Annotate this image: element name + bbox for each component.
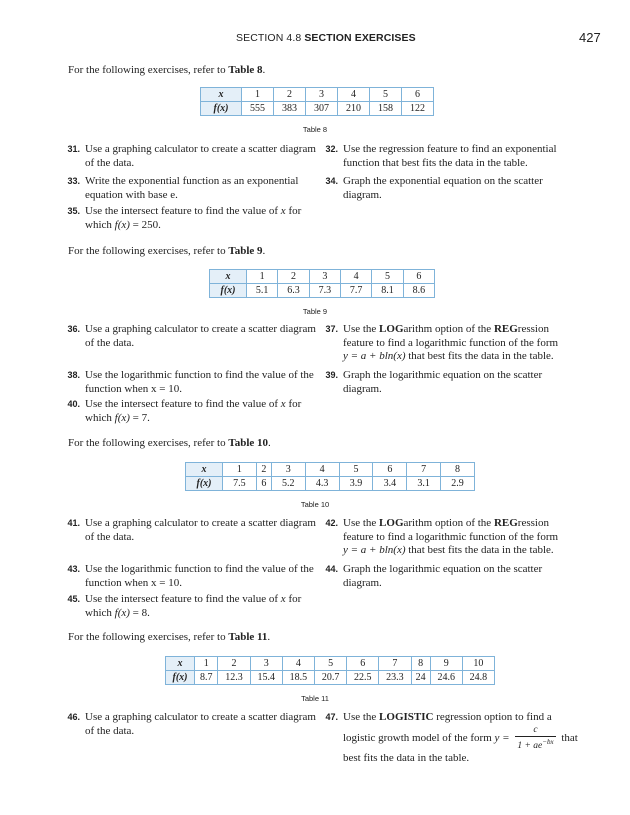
table-cell: 2: [278, 270, 309, 284]
exercise-number: 34.: [325, 176, 338, 186]
exercise-number: 33.: [67, 176, 80, 186]
table-header-cell: f(x): [186, 477, 223, 491]
table-cell: 7: [407, 463, 441, 477]
exercise-text: Use the intersect feature to find the value of x for which f(x) = 7.: [85, 398, 302, 424]
data-table-8: [200, 87, 434, 116]
intro-table-10: For the following exercises, refer to Table 10.: [68, 437, 271, 449]
table-header-cell: x: [166, 657, 195, 671]
table-cell: 8.1: [372, 284, 403, 298]
table-cell: 2: [218, 657, 250, 671]
table-header-cell: f(x): [166, 671, 195, 685]
table-cell: 9: [430, 657, 462, 671]
table-cell: 8.6: [403, 284, 434, 298]
exercise-text: Use the LOGarithm option of the REGression feature to find a logarithmic function of the form y = a + bln(x) that best fits the data in the table.: [343, 517, 559, 556]
table-cell: 3.4: [373, 477, 407, 491]
table-cell: 15.4: [250, 671, 282, 685]
exercise-number: 44.: [325, 564, 338, 574]
page-header: [0, 30, 630, 46]
table-row-x: [166, 657, 495, 671]
intro-table-9: For the following exercises, refer to Table 9.: [68, 245, 266, 257]
exercise-number: 35.: [67, 206, 80, 216]
table-cell: 4.3: [305, 477, 339, 491]
table-cell: 6: [347, 657, 379, 671]
table-cell: 6: [373, 463, 407, 477]
table-cell: 5: [370, 88, 402, 102]
table-row-x: [210, 270, 435, 284]
exercise-text: Use the regression feature to find an exponential function that best fits the data in the table.: [343, 143, 557, 169]
table-cell: 3: [250, 657, 282, 671]
table-cell: 5: [372, 270, 403, 284]
table-cell: 1: [223, 463, 257, 477]
exercise-text: Use the logarithmic function to find the value of the function when x = 10.: [85, 369, 314, 395]
exercise-text: Use the intersect feature to find the value of x for which f(x) = 250.: [85, 205, 302, 231]
page-number: 427: [579, 30, 601, 45]
table-caption: Table 9: [302, 307, 328, 316]
table-cell: 3: [271, 463, 305, 477]
exercise-number: 46.: [67, 712, 80, 722]
table-caption: Table 11: [301, 694, 329, 703]
exercise-text: Use the LOGarithm option of the REGression feature to find a logarithmic function of the form y = a + bln(x) that best fits the data in the table.: [343, 323, 559, 362]
table-cell: 4: [305, 463, 339, 477]
table-cell: 5: [314, 657, 346, 671]
table-cell: 6: [402, 88, 434, 102]
table-cell: 6.3: [278, 284, 309, 298]
table-cell: 5: [339, 463, 373, 477]
table-header-cell: x: [201, 88, 242, 102]
table-caption: Table 10: [300, 500, 330, 509]
exercise-number: 37.: [325, 324, 338, 334]
table-cell: 210: [338, 102, 370, 116]
table-row-fx: [166, 671, 495, 685]
table-cell: 1: [195, 657, 218, 671]
table-cell: 555: [242, 102, 274, 116]
logistic-fraction: $\frac{c}{1 + ae^{-bx}}$: [517, 724, 554, 751]
table-cell: 8: [411, 657, 430, 671]
table-cell: 122: [402, 102, 434, 116]
intro-table-8: For the following exercises, refer to Table 8.: [68, 64, 266, 76]
exercise-text: Use a graphing calculator to create a scatter diagram of the data.: [85, 711, 316, 737]
table-row-x: [201, 88, 434, 102]
exercise-number: 42.: [325, 518, 338, 528]
exercise-text: Graph the logarithmic equation on the scatter diagram.: [343, 563, 543, 589]
exercise-number: 32.: [325, 144, 338, 154]
table-cell: 23.3: [379, 671, 411, 685]
table-cell: 6: [256, 477, 271, 491]
exercise-text: Use a graphing calculator to create a scatter diagram of the data.: [85, 323, 316, 349]
table-cell: 6: [403, 270, 434, 284]
table-cell: 7.5: [223, 477, 257, 491]
exercise-text: Write the exponential function as an exponential equation with base e.: [85, 175, 299, 201]
exercise-number: 36.: [67, 324, 80, 334]
table-cell: 7.7: [340, 284, 371, 298]
table-cell: 4: [282, 657, 314, 671]
exercise-number: 45.: [67, 594, 80, 604]
table-cell: 3: [309, 270, 340, 284]
table-cell: 5.2: [271, 477, 305, 491]
table-cell: 5.1: [247, 284, 278, 298]
exercise-number: 40.: [67, 399, 80, 409]
table-row-x: [186, 463, 475, 477]
table-cell: 2: [274, 88, 306, 102]
table-row-fx: [186, 477, 475, 491]
exercise-text: Graph the logarithmic equation on the scatter diagram.: [343, 369, 543, 395]
exercise-text: Use the intersect feature to find the value of x for which f(x) = 8.: [85, 593, 302, 619]
table-cell: 12.3: [218, 671, 250, 685]
exercise-text: Use a graphing calculator to create a scatter diagram of the data.: [85, 143, 316, 169]
table-cell: 20.7: [314, 671, 346, 685]
data-table-10: [185, 462, 475, 491]
table-cell: 1: [242, 88, 274, 102]
table-cell: 22.5: [347, 671, 379, 685]
table-cell: 24: [411, 671, 430, 685]
table-cell: 24.6: [430, 671, 462, 685]
section-heading: SECTION 4.8 SECTION EXERCISES: [236, 32, 416, 44]
table-cell: 18.5: [282, 671, 314, 685]
table-cell: 8: [441, 463, 475, 477]
table-header-cell: f(x): [201, 102, 242, 116]
exercise-text: Use the LOGISTIC regression option to find a logistic growth model of the form y = $\frac{c}{1 + ae^{-bx}}$ that best fits the data in the table.: [343, 711, 578, 764]
table-cell: 307: [306, 102, 338, 116]
intro-table-11: For the following exercises, refer to Table 11.: [68, 631, 271, 643]
table-cell: 3.1: [407, 477, 441, 491]
table-cell: 10: [462, 657, 494, 671]
table-cell: 2.9: [441, 477, 475, 491]
exercise-text: Graph the exponential equation on the scatter diagram.: [343, 175, 543, 201]
table-cell: 4: [338, 88, 370, 102]
exercise-number: 43.: [67, 564, 80, 574]
table-cell: 1: [247, 270, 278, 284]
table-header-cell: x: [210, 270, 247, 284]
table-cell: 7.3: [309, 284, 340, 298]
table-header-cell: f(x): [210, 284, 247, 298]
exercise-text: Use the logarithmic function to find the value of the function when x = 10.: [85, 563, 314, 589]
table-cell: 3.9: [339, 477, 373, 491]
exercise-text: Use a graphing calculator to create a scatter diagram of the data.: [85, 517, 316, 543]
data-table-11: [165, 656, 495, 685]
table-cell: 383: [274, 102, 306, 116]
table-row-fx: [210, 284, 435, 298]
exercise-number: 38.: [67, 370, 80, 380]
table-cell: 4: [340, 270, 371, 284]
exercise-number: 39.: [325, 370, 338, 380]
exercise-number: 47.: [325, 712, 338, 722]
table-cell: 3: [306, 88, 338, 102]
table-cell: 7: [379, 657, 411, 671]
table-row-fx: [201, 102, 434, 116]
exercise-number: 41.: [67, 518, 80, 528]
table-cell: 24.8: [462, 671, 494, 685]
table-cell: 2: [256, 463, 271, 477]
data-table-9: [209, 269, 435, 298]
table-header-cell: x: [186, 463, 223, 477]
table-cell: 158: [370, 102, 402, 116]
table-cell: 8.7: [195, 671, 218, 685]
exercise-number: 31.: [67, 144, 80, 154]
table-caption: Table 8: [302, 125, 328, 134]
